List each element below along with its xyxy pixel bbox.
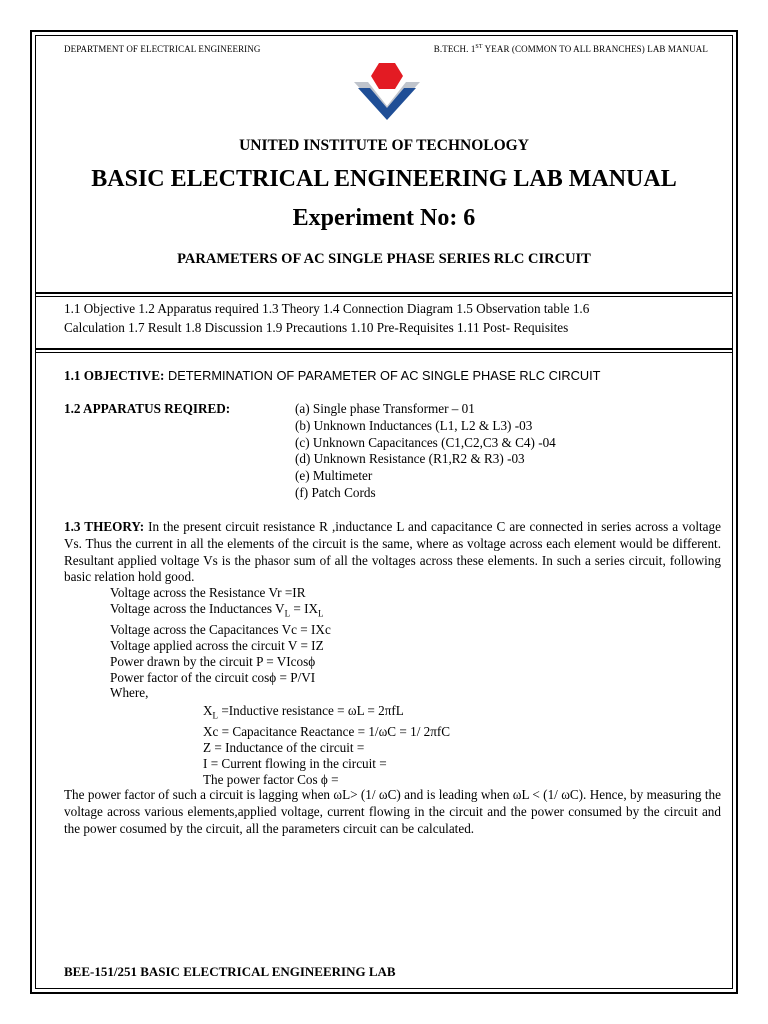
contents-line-2: Calculation 1.7 Result 1.8 Discussion 1.9 Precautions 1.10 Pre-Requisites 1.11 Post- Requisites xyxy=(64,320,569,335)
equation-vr: Voltage across the Resistance Vr =IR xyxy=(110,585,306,600)
theory-paragraph xyxy=(64,519,721,586)
list-item: (a) Single phase Transformer – 01 xyxy=(295,401,475,416)
list-item: (c) Unknown Capacitances (C1,C2,C3 & C4) -04 xyxy=(295,434,556,450)
equation-power-factor: Power factor of the circuit cosϕ = P/VI xyxy=(110,669,316,685)
where-label: Where, xyxy=(110,685,149,701)
equation-v: Voltage applied across the circuit V = IZ xyxy=(110,638,324,654)
definition-xc: Xc = Capacitance Reactance = 1/ωC = 1/ 2πfC xyxy=(203,723,451,739)
theory-definitions xyxy=(203,703,450,789)
divider xyxy=(36,352,732,353)
definition-z: Z = Inductance of the circuit = xyxy=(203,740,365,756)
theory-text: In the present circuit resistance R ,inductance L and capacitance C are connected in series across a voltage Vs. Thus the current in all the elements of the circuit is the same, where as voltage across each element would be different. Resultant applied voltage Vs is the phasor sum of all the voltages across these elements. In such a series circuit, following basic relation hold good. xyxy=(64,519,721,585)
apparatus-list xyxy=(295,401,556,502)
divider xyxy=(36,348,732,350)
list-item: (b) Unknown Inductances (L1, L2 & L3) -03 xyxy=(295,417,533,433)
manual-title: BASIC ELECTRICAL ENGINEERING LAB MANUAL xyxy=(91,166,677,192)
theory-equations xyxy=(110,585,331,701)
theory-conclusion: The power factor of such a circuit is lagging when ωL> (1/ ωC) and is leading when ωL < (1/ ωC). Hence, by measuring the voltage across various elements,applied voltage, current flowing in the circuit and the power consumed by the circuit and the power cosumed by the circuit, all the parameters circuit can be calculated. xyxy=(64,787,721,836)
footer-course: BEE-151/251 BASIC ELECTRICAL ENGINEERING LAB xyxy=(64,964,396,979)
experiment-number: Experiment No: 6 xyxy=(292,205,476,231)
equation-power: Power drawn by the circuit P = VIcosϕ xyxy=(110,653,316,669)
divider xyxy=(36,292,732,294)
equation-vc: Voltage across the Capacitances Vc = IXc xyxy=(110,622,331,638)
divider xyxy=(36,296,732,297)
institute-name: UNITED INSTITUTE OF TECHNOLOGY xyxy=(239,137,529,154)
equation-vl: Voltage across the Inductances $V_L = IX_L$ xyxy=(110,600,324,619)
institute-logo xyxy=(352,60,422,120)
header-course: B.TECH. 1ST YEAR (COMMON TO ALL BRANCHES) LAB MANUAL xyxy=(433,44,708,54)
objective-label: 1.1 OBJECTIVE: xyxy=(64,368,165,383)
header-department: DEPARTMENT OF ELECTRICAL ENGINEERING xyxy=(64,44,261,54)
objective-section xyxy=(64,368,600,384)
apparatus-label: 1.2 APPARATUS REQIRED: xyxy=(64,401,231,416)
logo-red-hexagon xyxy=(371,63,403,89)
contents-line-1: 1.1 Objective 1.2 Apparatus required 1.3 Theory 1.4 Connection Diagram 1.5 Observation table 1.6 xyxy=(64,301,590,316)
definition-xl: $X_L$ =Inductive resistance = ωL = 2πfL xyxy=(203,703,404,721)
experiment-title: PARAMETERS OF AC SINGLE PHASE SERIES RLC CIRCUIT xyxy=(177,251,591,267)
list-item: (e) Multimeter xyxy=(295,468,373,484)
logo-blue-chevron xyxy=(358,88,416,120)
contents-list xyxy=(64,299,724,337)
list-item: (f) Patch Cords xyxy=(295,484,376,500)
definition-i: I = Current flowing in the circuit = xyxy=(203,756,387,772)
objective-text: DETERMINATION OF PARAMETER OF AC SINGLE PHASE RLC CIRCUIT xyxy=(164,368,601,383)
list-item: (d) Unknown Resistance (R1,R2 & R3) -03 xyxy=(295,451,525,467)
theory-label: 1.3 THEORY: xyxy=(64,519,145,534)
definition-pf: The power factor Cos ϕ = xyxy=(203,772,339,788)
